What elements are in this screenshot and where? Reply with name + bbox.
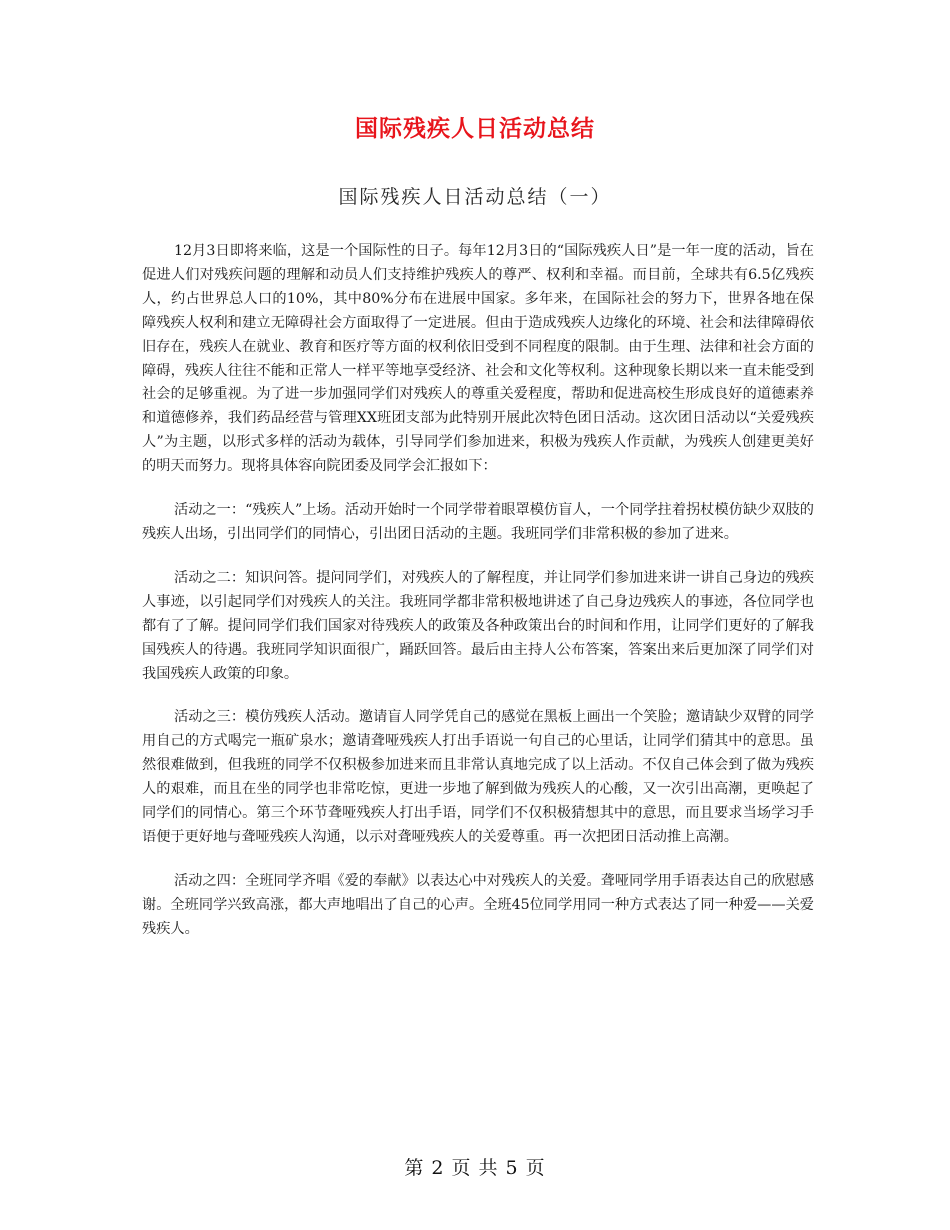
page-number-footer: 第 2 页 共 5 页 [404, 1157, 546, 1179]
paragraph-activity-3: 活动之三：模仿残疾人活动。邀请盲人同学凭自己的感觉在黑板上画出一个笑脸；邀请缺少双臂的同学用自己的方式喝完一瓶矿泉水；邀请聋哑残疾人打出手语说一句自己的心里话，让同学们猜其中的意思。虽然很难做到，但我班的同学不仅积极参加进来而且非常认真地完成了以上活动。不仅自己体会到了做为残疾人的艰难，而且在坐的同学也非常吃惊，更进一步地了解到做为残疾人的心酸，又一次引出高潮，更唤起了同学们的同情心。第三个环节聋哑残疾人打出手语，同学们不仅积极猜想其中的意思，而且要求当场学习手语便于更好地与聋哑残疾人沟通，以示对聋哑残疾人的关爱尊重。再一次把团日活动推上高潮。 [142, 709, 814, 845]
paragraph-activity-1: 活动之一：“残疾人”上场。活动开始时一个同学带着眼罩模仿盲人，一个同学拄着拐杖模仿缺少双肢的残疾人出场，引出同学们的同情心，引出团日活动的主题。我班同学们非常积极的参加了进来。 [142, 502, 814, 542]
paragraph-intro: 12月3日即将来临，这是一个国际性的日子。每年12月3日的“国际残疾人日”是一年一度的活动，旨在促进人们对残疾问题的理解和动员人们支持维护残疾人的尊严、权利和幸福。而目前，全球共有6.5亿残疾人，约占世界总人口的10%，其中80%分布在进展中国家。多年来，在国际社会的努力下，世界各地在保障残疾人权利和建立无障碍社会方面取得了一定进展。但由于造成残疾人边缘化的环境、社会和法律障碍依旧存在，残疾人在就业、教育和医疗等方面的权利依旧受到不同程度的限制。由于生理、法律和社会方面的障碍，残疾人往往不能和正常人一样平等地享受经济、社会和文化等权利。这种现象长期以来一直未能受到社会的足够重视。为了进一步加强同学们对残疾人的尊重关爱程度，帮助和促进高校生形成良好的道德素养和道德修养，我们药品经营与管理XX班团支部为此特别开展此次特色团日活动。这次团日活动以“关爱残疾人”为主题，以形式多样的活动为载体，引导同学们参加进来，积极为残疾人作贡献，为残疾人创建更美好的明天而努力。现将具体容向院团委及同学会汇报如下： [142, 243, 814, 475]
paragraph-activity-4: 活动之四：全班同学齐唱《爱的奉献》以表达心中对残疾人的关爱。聋哑同学用手语表达自己的欣慰感谢。全班同学兴致高涨，都大声地唱出了自己的心声。全班45位同学用同一种方式表达了同一种爱——关爱残疾人。 [142, 872, 814, 937]
document-body [142, 240, 814, 962]
document-title: 国际残疾人日活动总结 [355, 116, 595, 142]
section-title: 国际残疾人日活动总结（一） [338, 186, 612, 208]
paragraph-activity-2: 活动之二：知识问答。提问同学们，对残疾人的了解程度，并让同学们参加进来讲一讲自己身边的残疾人事迹，以引起同学们对残疾人的关注。我班同学都非常积极地讲述了自己身边残疾人的事迹，各位同学也都有了了解。提问同学们我们国家对待残疾人的政策及各种政策出台的时间和作用，让同学们更好的了解我国残疾人的待遇。我班同学知识面很广，踊跃回答。最后由主持人公布答案，答案出来后更加深了同学们对我国残疾人政策的印象。 [142, 569, 814, 682]
